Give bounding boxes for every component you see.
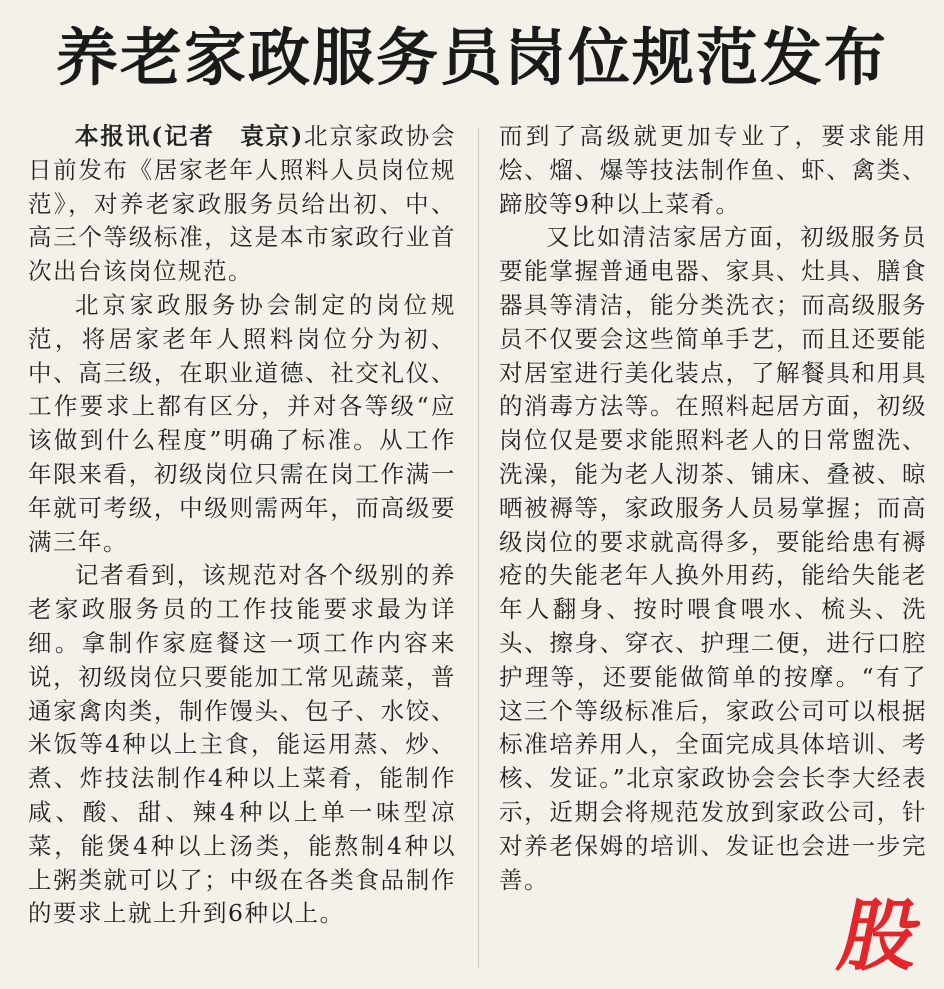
article-paragraph: 北京家政服务协会制定的岗位规范，将居家老年人照料岗位分为初、中、高三级，在职业道德、社交礼仪、工作要求上都有区分，并对各等级“应该做到什么程度”明确了标准。从工作年限来看，初级岗位只需在岗工作满一年就可考级，中级则需两年，而高级要满三年。: [28, 290, 456, 556]
article-paragraph: 而到了高级就更加专业了，要求能用烩、熘、爆等技法制作鱼、虾、禽类、蹄胶等9种以上菜肴。: [499, 122, 927, 218]
dateline: 本报讯(记者 袁京): [75, 122, 304, 150]
stock-watermark-logo: 股: [831, 892, 929, 982]
paragraph-text: 北京家政协会日前发布《居家老年人照料人员岗位规范》，对养老家政服务员给出初、中、高三个等级标准，这是本市家政行业首次出台该岗位规范。: [28, 122, 457, 286]
column-divider: [478, 128, 479, 968]
article-paragraph: [28, 120, 456, 289]
article-paragraph: 又比如清洁家居方面，初级服务员要能掌握普通电器、家具、灶具、膳食器具等清洁，能分类洗衣；而高级服务员不仅要会这些简单手艺，而且还要能对居室进行美化装点，了解餐具和用具的消毒方法等。在照料起居方面，初级岗位仅是要求能照料老人的日常盥洗、洗澡，能为老人沏茶、铺床、叠被、晾晒被褥等，家政服务人员易掌握；而高级岗位的要求就高得多，要能给患有褥疮的失能老年人换外用药，能给失能老年人翻身、按时喂食喂水、梳头、洗头、擦身、穿衣、护理二便，进行口腔护理等，还要能做简单的按摩。“有了这三个等级标准后，家政公司可以根据标准培养用人，全面完成具体培训、考核、发证。”北京家政协会会长李大经表示，近期会将规范发放到家政公司，针对养老保姆的培训、发证也会进一步完善。: [499, 223, 927, 894]
article-left-column: [28, 120, 456, 931]
headline: 养老家政服务员岗位规范发布: [55, 21, 888, 94]
article-paragraph: 记者看到，该规范对各个级别的养老家政服务员的工作技能要求最为详细。拿制作家庭餐这一项工作内容来说，初级岗位只要能加工常见蔬菜，普通家禽肉类，制作馒头、包子、水饺、米饭等4种以上主食，能运用蒸、炒、煮、炸技法制作4种以上菜肴，能制作咸、酸、甜、辣4种以上单一味型凉菜，能煲4种以上汤类，能熬制4种以上粥类就可以了；中级在各类食品制作的要求上就上升到6种以上。: [28, 561, 456, 928]
article-right-column: [499, 120, 927, 897]
